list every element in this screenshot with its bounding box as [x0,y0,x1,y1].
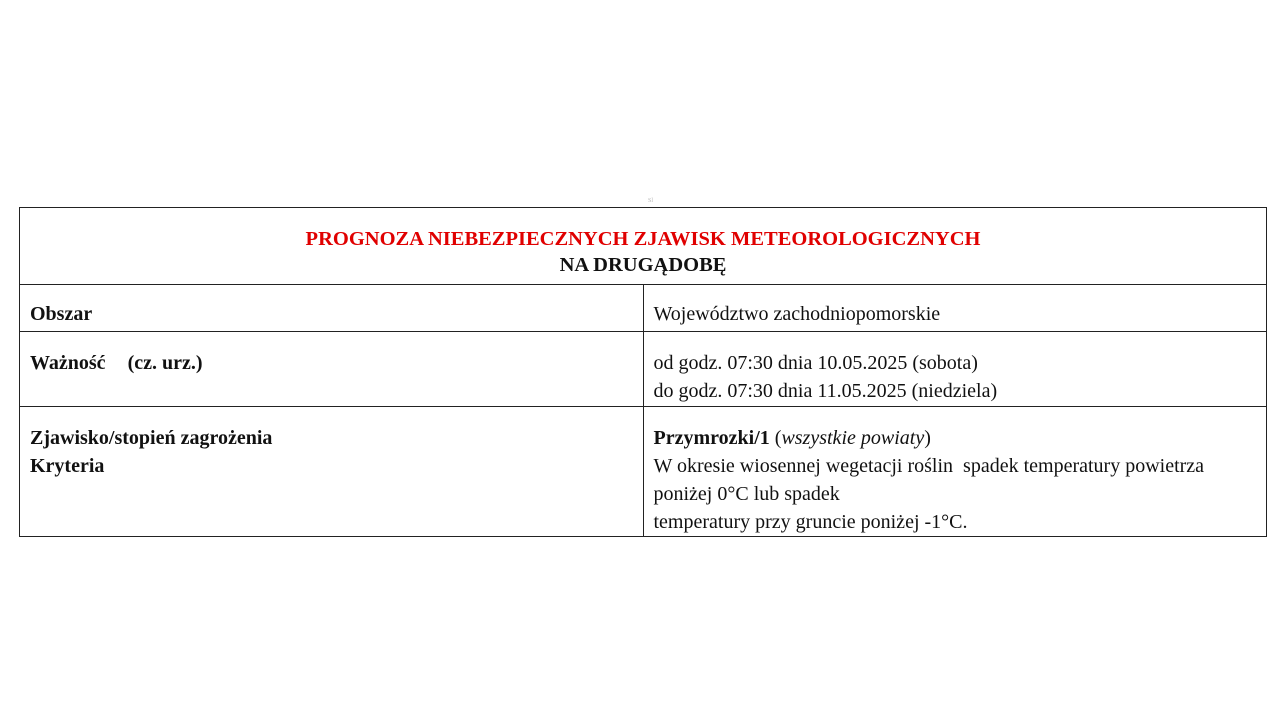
table-header-row [20,208,1267,285]
stray-scan-mark: Sl [648,198,654,204]
phenomenon-name: Przymrozki/1 [653,427,770,449]
area-label: Obszar [30,303,93,325]
area-value: Województwo zachodniopomorskie [653,303,941,325]
table-row-area [20,285,1267,332]
phenomenon-scope: wszystkie powiaty [781,427,925,449]
table-row-phenomenon [20,407,1267,537]
validity-to: do godz. 07:30 dnia 11.05.2025 (niedziela) [653,380,998,402]
scope-open-paren: ( [769,427,782,449]
phenomenon-label-line1: Zjawisko/stopień zagrożenia [30,427,273,449]
table-header-cell [20,208,1267,285]
warning-title: PROGNOZA NIEBEZPIECZNYCH ZJAWISK METEOROLOGICZNYCH [305,228,981,250]
validity-label [30,332,643,377]
phenomenon-value-cell [643,407,1267,537]
validity-value [654,332,1259,405]
table-row-validity [20,332,1267,407]
phenomenon-label-cell [20,407,644,537]
criteria-text-line1: W okresie wiosennej wegetacji roślin spadek temperatury powietrza poniżej 0°C lub spadek [653,455,1210,505]
phenomenon-heading [654,424,1259,452]
area-value-cell [643,285,1267,332]
area-label-cell [20,285,644,332]
scope-close-paren: ) [924,427,931,449]
warning-table [19,207,1267,537]
phenomenon-value [654,407,1259,536]
validity-value-cell [643,332,1267,407]
validity-label-note: (cz. urz.) [127,352,203,374]
phenomenon-label [30,407,643,480]
validity-label-cell [20,332,644,407]
warning-subtitle: NA DRUGĄDOBĘ [559,254,727,276]
criteria-label: Kryteria [30,455,105,477]
validity-from: od godz. 07:30 dnia 10.05.2025 (sobota) [653,352,978,374]
criteria-text-line2: temperatury przy gruncie poniżej -1°C. [653,511,968,533]
validity-label-main: Ważność [30,352,106,374]
